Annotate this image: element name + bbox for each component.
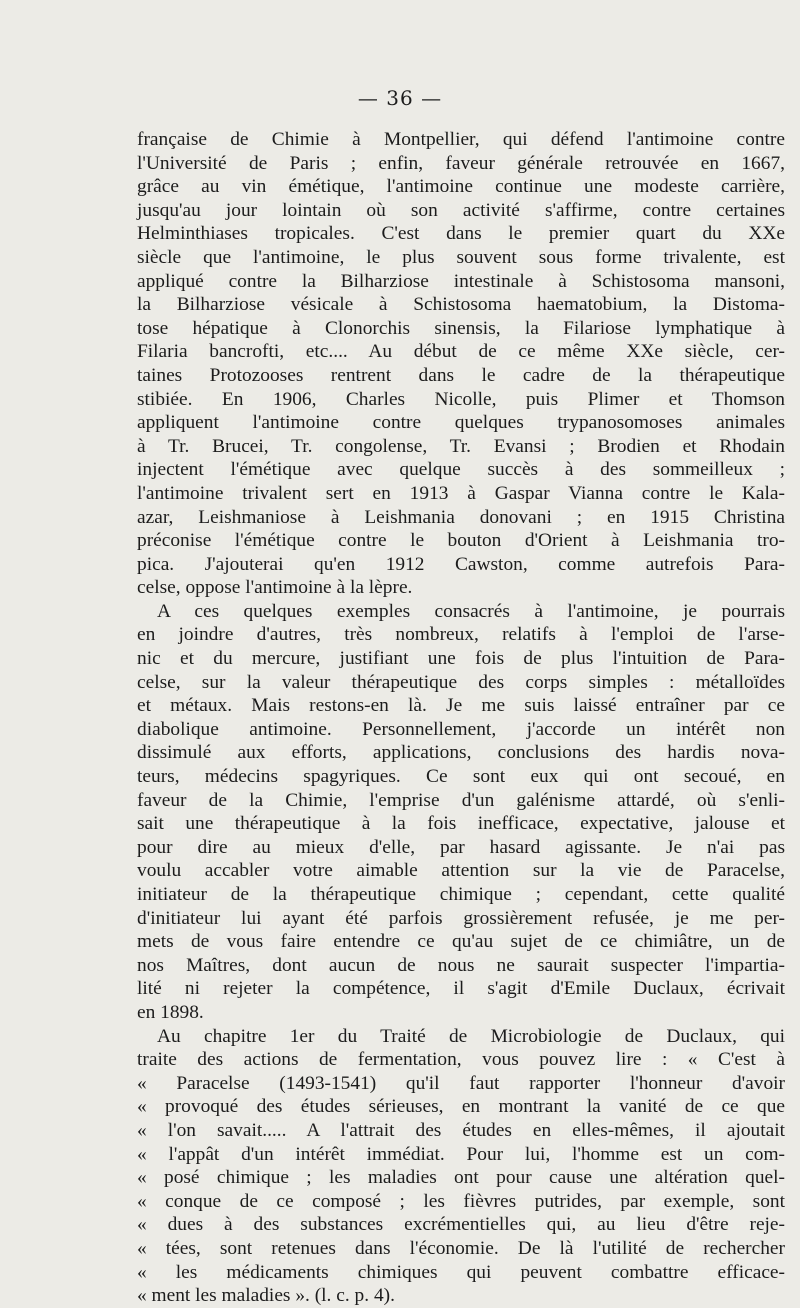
text-line: celse, sur la valeur thérapeutique des corps simples : métalloïdes bbox=[137, 671, 785, 693]
text-line: traite des actions de fermentation, vous pouvez lire : « C'est à bbox=[137, 1049, 785, 1071]
text-line: Filaria bancrofti, etc.... Au début de ce même XXe siècle, cer- bbox=[137, 341, 785, 363]
text-line: « ment les maladies ». (l. c. p. 4). bbox=[137, 1285, 395, 1307]
text-line: appliqué contre la Bilharziose intestinale à Schistosoma mansoni, bbox=[137, 270, 785, 292]
text-line: siècle que l'antimoine, le plus souvent sous forme trivalente, est bbox=[137, 246, 785, 268]
text-line: taines Protozooses rentrent dans le cadre de la thérapeutique bbox=[137, 364, 785, 386]
text-line: « l'on savait..... A l'attrait des études en elles-mêmes, il ajoutait bbox=[137, 1119, 785, 1141]
text-line: tose hépatique à Clonorchis sinensis, la Filariose lymphatique à bbox=[137, 317, 785, 339]
text-line: A ces quelques exemples consacrés à l'antimoine, je pourrais bbox=[157, 600, 785, 622]
text-line: pour dire au mieux d'elle, par hasard agissante. Je n'ai pas bbox=[137, 836, 785, 858]
text-line: et métaux. Mais restons-en là. Je me suis laissé entraîner par ce bbox=[137, 695, 785, 717]
text-line: stibiée. En 1906, Charles Nicolle, puis Plimer et Thomson bbox=[137, 388, 785, 410]
text-line: celse, oppose l'antimoine à la lèpre. bbox=[137, 577, 413, 599]
text-line: « provoqué des études sérieuses, en montrant la vanité de ce que bbox=[137, 1096, 785, 1118]
text-line: en joindre d'autres, très nombreux, relatifs à l'emploi de l'arse- bbox=[137, 624, 785, 646]
text-line: nos Maîtres, dont aucun de nous ne saurait suspecter l'impartia- bbox=[137, 954, 785, 976]
text-line: « dues à des substances excrémentielles qui, au lieu d'être reje- bbox=[137, 1214, 785, 1236]
text-line: « l'appât d'un intérêt immédiat. Pour lui, l'homme est un com- bbox=[137, 1143, 785, 1165]
page-number: — 36 — bbox=[357, 86, 443, 110]
text-line: lité ni rejeter la compétence, il s'agit d'Emile Duclaux, écrivait bbox=[137, 978, 785, 1000]
text-line: française de Chimie à Montpellier, qui défend l'antimoine contre bbox=[137, 129, 785, 150]
text-line: initiateur de la thérapeutique chimique ; cependant, cette qualité bbox=[137, 884, 785, 905]
text-line: en 1898. bbox=[137, 1001, 204, 1023]
text-line: diabolique antimoine. Personnellement, j'accorde un intérêt non bbox=[137, 718, 785, 740]
body-text bbox=[137, 128, 785, 1308]
text-line: azar, Leishmaniose à Leishmania donovani ; en 1915 Christina bbox=[137, 506, 785, 528]
text-line: l'Université de Paris ; enfin, faveur générale retrouvée en 1667, bbox=[137, 152, 785, 174]
text-line: faveur de la Chimie, l'emprise d'un galénisme attardé, où s'enli- bbox=[137, 789, 785, 811]
text-line: appliquent l'antimoine contre quelques trypanosomoses animales bbox=[137, 412, 785, 434]
text-line: injectent l'émétique avec quelque succès à des sommeilleux ; bbox=[137, 459, 785, 481]
text-line: la Bilharziose vésicale à Schistosoma haematobium, la Distoma- bbox=[137, 294, 785, 316]
text-line: préconise l'émétique contre le bouton d'Orient à Leishmania tro- bbox=[137, 530, 785, 552]
text-line: teurs, médecins spagyriques. Ce sont eux qui ont secoué, en bbox=[137, 766, 785, 788]
text-line: « tées, sont retenues dans l'économie. De là l'utilité de rechercher bbox=[137, 1237, 785, 1259]
text-line: jusqu'au jour lointain où son activité s'affirme, contre certaines bbox=[137, 199, 785, 221]
text-line: « posé chimique ; les maladies ont pour cause une altération quel- bbox=[137, 1167, 785, 1189]
text-line: Helminthiases tropicales. C'est dans le premier quart du XXe bbox=[137, 223, 785, 245]
text-line: voulu accabler votre aimable attention sur la vie de Paracelse, bbox=[137, 860, 785, 882]
text-line: d'initiateur lui ayant été parfois grossièrement refusée, je me per- bbox=[137, 907, 785, 929]
text-line: nic et du mercure, justifiant une fois de plus l'intuition de Para- bbox=[137, 648, 785, 670]
text-line: grâce au vin émétique, l'antimoine continue une modeste carrière, bbox=[137, 176, 785, 198]
text-line: pica. J'ajouterai qu'en 1912 Cawston, comme autrefois Para- bbox=[137, 553, 785, 575]
text-line: « Paracelse (1493-1541) qu'il faut rapporter l'honneur d'avoir bbox=[137, 1072, 785, 1094]
text-line: sait une thérapeutique à la fois inefficace, expectative, jalouse et bbox=[137, 813, 785, 835]
text-line: Au chapitre 1er du Traité de Microbiologie de Duclaux, qui bbox=[157, 1025, 785, 1047]
text-line: « les médicaments chimiques qui peuvent combattre efficace- bbox=[137, 1261, 785, 1283]
text-line: dissimulé aux efforts, applications, conclusions des hardis nova- bbox=[137, 742, 785, 764]
text-line: « conque de ce composé ; les fièvres putrides, par exemple, sont bbox=[137, 1190, 785, 1212]
text-line: mets de vous faire entendre ce qu'au sujet de ce chimiâtre, un de bbox=[137, 931, 785, 953]
text-line: l'antimoine trivalent sert en 1913 à Gaspar Vianna contre le Kala- bbox=[137, 482, 785, 504]
text-line: à Tr. Brucei, Tr. congolense, Tr. Evansi ; Brodien et Rhodain bbox=[137, 435, 785, 457]
